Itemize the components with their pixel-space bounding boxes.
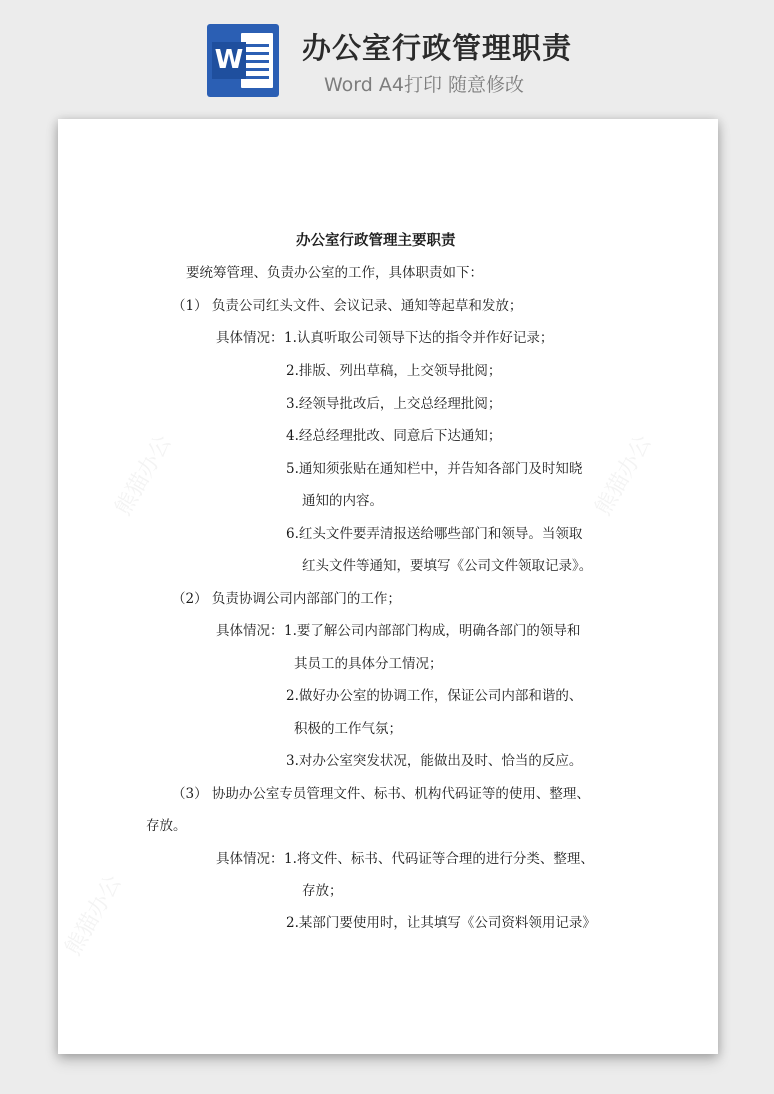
- watermark: 熊猫办公: [60, 871, 127, 960]
- watermark: 熊猫办公: [110, 431, 177, 520]
- section-3-heading: （3） 协助办公室专员管理文件、标书、机构代码证等的使用、整理、: [172, 786, 590, 802]
- section-1-heading: （1） 负责公司红头文件、会议记录、通知等起草和发放；: [172, 298, 523, 314]
- intro-paragraph: 要统筹管理、负责办公室的工作，具体职责如下：: [186, 265, 483, 281]
- section-2-item-2-cont: 积极的工作气氛；: [294, 721, 402, 737]
- banner-title: 办公室行政管理职责: [302, 31, 573, 65]
- section-3-heading-cont: 存放。: [146, 818, 187, 834]
- section-1-item-5-cont: 通知的内容。: [302, 493, 383, 509]
- section-1-item-5: 5.通知须张贴在通知栏中，并告知各部门及时知晓: [286, 461, 583, 477]
- watermark: 熊猫办公: [590, 431, 657, 520]
- word-letter: W: [212, 42, 246, 79]
- document-page: [58, 119, 718, 1054]
- section-1-item-1: 1.认真听取公司领导下达的指令并作好记录；: [284, 330, 554, 346]
- section-2-item-3: 3.对办公室突发状况，能做出及时、恰当的反应。: [286, 753, 583, 769]
- section-2-item-1: 1.要了解公司内部部门构成，明确各部门的领导和: [284, 623, 581, 639]
- section-1-item-3: 3.经领导批改后，上交总经理批阅；: [286, 396, 502, 412]
- section-2-label: 具体情况：: [216, 623, 284, 639]
- section-2-heading: （2） 负责协调公司内部部门的工作；: [172, 591, 401, 607]
- section-2-item-1-cont: 其员工的具体分工情况；: [294, 656, 443, 672]
- word-icon: [207, 24, 279, 97]
- section-1-label: 具体情况：: [216, 330, 284, 346]
- header-banner: [0, 0, 774, 118]
- section-1-item-4: 4.经总经理批改、同意后下达通知；: [286, 428, 502, 444]
- section-1-item-6-cont: 红头文件等通知，要填写《公司文件领取记录》。: [302, 558, 593, 574]
- banner-subtitle: Word A4打印 随意修改: [324, 74, 525, 96]
- document-title: 办公室行政管理主要职责: [296, 232, 456, 249]
- section-2-item-2: 2.做好办公室的协调工作，保证公司内部和谐的、: [286, 688, 583, 704]
- section-3-item-2: 2.某部门要使用时，让其填写《公司资料领用记录》: [286, 915, 596, 931]
- section-3-label: 具体情况：: [216, 851, 284, 867]
- section-1-item-6: 6.红头文件要弄清报送给哪些部门和领导。当领取: [286, 526, 583, 542]
- section-3-item-1: 1.将文件、标书、代码证等合理的进行分类、整理、: [284, 851, 594, 867]
- section-3-item-1-cont: 存放；: [302, 883, 343, 899]
- section-1-item-2: 2.排版、列出草稿，上交领导批阅；: [286, 363, 502, 379]
